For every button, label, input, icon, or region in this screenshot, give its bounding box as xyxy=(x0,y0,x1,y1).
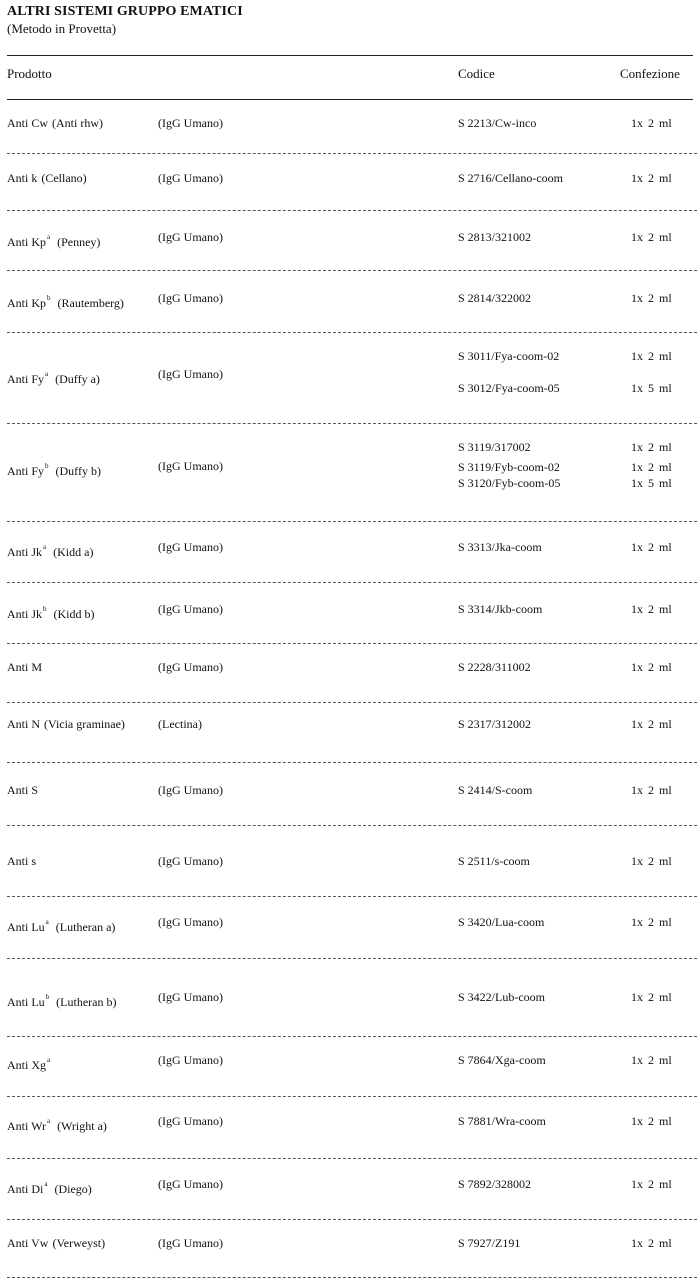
package-size: 1x 2 ml xyxy=(631,1236,672,1250)
table-row xyxy=(0,763,700,826)
product-name xyxy=(7,1114,107,1133)
product-code: S 2814/322002 xyxy=(458,291,532,305)
antigen-superscript: a xyxy=(45,918,49,926)
table-row xyxy=(0,522,700,583)
package-size: 1x 2 ml xyxy=(631,1114,672,1128)
page-subtitle: (Metodo in Provetta) xyxy=(7,21,117,36)
table-row xyxy=(0,583,700,644)
product-qualifier: (Anti rhw) xyxy=(52,116,104,130)
antibody-type: (IgG Umano) xyxy=(158,291,223,305)
product-base: Anti s xyxy=(7,854,37,868)
antibody-type: (IgG Umano) xyxy=(158,459,223,473)
product-code: S 2414/S-coom xyxy=(458,783,533,797)
product-name xyxy=(7,1236,105,1250)
antigen-superscript: a xyxy=(45,370,49,378)
antigen-superscript: a xyxy=(44,1180,48,1188)
product-qualifier: (Verweyst) xyxy=(52,1236,106,1250)
package-size: 1x 2 ml xyxy=(631,460,672,474)
antigen-superscript: a xyxy=(47,233,51,241)
product-name xyxy=(7,540,93,559)
product-base: Anti Fy xyxy=(7,372,45,386)
product-name xyxy=(7,1053,53,1072)
product-code: S 3422/Lub-coom xyxy=(458,990,545,1004)
product-base: Anti Jk xyxy=(7,607,43,621)
package-size: 1x 2 ml xyxy=(631,349,672,363)
product-name xyxy=(7,915,115,934)
product-code: S 2228/311002 xyxy=(458,660,531,674)
antigen-superscript: a xyxy=(46,1117,51,1125)
product-code: S 2716/Cellano-coom xyxy=(458,171,563,185)
package-size: 1x 2 ml xyxy=(631,1177,672,1191)
product-base: Anti Kp xyxy=(7,235,46,249)
package-size: 1x 2 ml xyxy=(631,116,672,130)
page-title: ALTRI SISTEMI GRUPPO EMATICI xyxy=(7,4,243,19)
antibody-type: (IgG Umano) xyxy=(158,1177,223,1191)
product-base: Anti Vw xyxy=(7,1236,49,1250)
package-size: 1x 2 ml xyxy=(631,230,672,244)
product-base: Anti Lu xyxy=(7,920,45,934)
antibody-type: (IgG Umano) xyxy=(158,783,223,797)
antibody-type: (IgG Umano) xyxy=(158,990,223,1004)
product-base: Anti Fy xyxy=(7,464,45,478)
antibody-type: (IgG Umano) xyxy=(158,1053,223,1067)
antibody-type: (IgG Umano) xyxy=(158,854,223,868)
antigen-superscript: b xyxy=(47,294,51,302)
product-base: Anti N xyxy=(7,717,40,731)
package-size: 1x 5 ml xyxy=(631,476,672,490)
package-size: 1x 2 ml xyxy=(631,602,672,616)
product-code: S 2813/321002 xyxy=(458,230,532,244)
product-name xyxy=(7,783,38,797)
table-row xyxy=(0,100,700,154)
product-base: Anti M xyxy=(7,660,43,674)
table-row xyxy=(0,154,700,211)
product-code: S 3012/Fya-coom-05 xyxy=(458,381,560,395)
product-name xyxy=(7,116,103,130)
product-name xyxy=(7,291,124,310)
product-code: S 3119/317002 xyxy=(458,440,531,454)
table-row xyxy=(0,703,700,763)
package-size: 1x 2 ml xyxy=(631,783,672,797)
table-row xyxy=(0,1220,700,1278)
product-base: Anti Di xyxy=(7,1182,44,1196)
table-row xyxy=(0,424,700,522)
product-base: Anti Wr xyxy=(7,1119,46,1133)
package-size: 1x 2 ml xyxy=(631,440,672,454)
product-name xyxy=(7,171,87,185)
product-qualifier: (Kidd b) xyxy=(53,607,95,621)
product-base: Anti Xg xyxy=(7,1058,46,1072)
product-code: S 3313/Jka-coom xyxy=(458,540,542,554)
antibody-type: (IgG Umano) xyxy=(158,660,223,674)
table-row xyxy=(0,1159,700,1220)
product-code: S 3420/Lua-coom xyxy=(458,915,545,929)
antibody-type: (IgG Umano) xyxy=(158,116,223,130)
package-size: 1x 5 ml xyxy=(631,381,672,395)
column-header-code: Codice xyxy=(458,66,495,81)
product-qualifier: (Duffy a) xyxy=(55,372,100,386)
product-name xyxy=(7,459,101,478)
antibody-type: (Lectina) xyxy=(158,717,202,731)
product-base: Anti S xyxy=(7,783,39,797)
product-name xyxy=(7,230,100,249)
antibody-type: (IgG Umano) xyxy=(158,1114,223,1128)
product-code: S 7864/Xga-coom xyxy=(458,1053,546,1067)
antigen-superscript: b xyxy=(45,993,50,1001)
product-code: S 2213/Cw-inco xyxy=(458,116,537,130)
product-code: S 2317/312002 xyxy=(458,717,532,731)
product-qualifier: (Vicia graminae) xyxy=(44,717,125,731)
package-size: 1x 2 ml xyxy=(631,990,672,1004)
product-qualifier: (Diego) xyxy=(54,1182,92,1196)
table-row xyxy=(0,271,700,333)
antigen-superscript: b xyxy=(45,462,49,470)
table-row xyxy=(0,644,700,703)
package-size: 1x 2 ml xyxy=(631,540,672,554)
antibody-type: (IgG Umano) xyxy=(158,602,223,616)
product-name xyxy=(7,660,42,674)
product-qualifier: (Rautemberg) xyxy=(57,296,124,310)
product-base: Anti Cw xyxy=(7,116,49,130)
product-name xyxy=(7,1177,92,1196)
product-qualifier: (Duffy b) xyxy=(55,464,101,478)
product-name xyxy=(7,367,100,386)
product-qualifier: (Kidd a) xyxy=(53,545,94,559)
product-code: S 3011/Fya-coom-02 xyxy=(458,349,560,363)
product-base: Anti Lu xyxy=(7,995,45,1009)
product-base: Anti Kp xyxy=(7,296,46,310)
row-divider xyxy=(7,1277,697,1278)
package-size: 1x 2 ml xyxy=(631,915,672,929)
package-size: 1x 2 ml xyxy=(631,717,672,731)
product-qualifier: (Lutheran a) xyxy=(55,920,116,934)
product-qualifier: (Penney) xyxy=(57,235,101,249)
table-row xyxy=(0,333,700,424)
product-code: S 3314/Jkb-coom xyxy=(458,602,543,616)
antibody-type: (IgG Umano) xyxy=(158,540,223,554)
antigen-superscript: a xyxy=(43,543,47,551)
antibody-type: (IgG Umano) xyxy=(158,1236,223,1250)
antibody-type: (IgG Umano) xyxy=(158,367,223,381)
table-row xyxy=(0,826,700,897)
product-code: S 7927/Z191 xyxy=(458,1236,521,1250)
product-code: S 7892/328002 xyxy=(458,1177,532,1191)
product-qualifier: (Wright a) xyxy=(57,1119,107,1133)
antibody-type: (IgG Umano) xyxy=(158,171,223,185)
antigen-superscript: b xyxy=(43,605,47,613)
product-base: Anti k xyxy=(7,171,38,185)
package-size: 1x 2 ml xyxy=(631,291,672,305)
package-size: 1x 2 ml xyxy=(631,171,672,185)
package-size: 1x 2 ml xyxy=(631,854,672,868)
antigen-superscript: a xyxy=(47,1056,51,1064)
product-code: S 3119/Fyb-coom-02 xyxy=(458,460,560,474)
product-code: S 3120/Fyb-coom-05 xyxy=(458,476,561,490)
table-row xyxy=(0,959,700,1037)
product-name xyxy=(7,854,36,868)
table-row xyxy=(0,897,700,959)
product-qualifier: (Lutheran b) xyxy=(56,995,117,1009)
product-qualifier: (Cellano) xyxy=(41,171,87,185)
product-name xyxy=(7,602,95,621)
package-size: 1x 2 ml xyxy=(631,1053,672,1067)
product-name xyxy=(7,990,116,1009)
antibody-type: (IgG Umano) xyxy=(158,915,223,929)
product-code: S 2511/s-coom xyxy=(458,854,530,868)
table-row xyxy=(0,211,700,271)
table-row xyxy=(0,1037,700,1097)
column-header-pack: Confezione xyxy=(620,66,680,81)
table-row xyxy=(0,1097,700,1159)
product-name xyxy=(7,717,125,731)
antibody-type: (IgG Umano) xyxy=(158,230,223,244)
product-base: Anti Jk xyxy=(7,545,43,559)
header-rule-top xyxy=(7,55,693,56)
product-code: S 7881/Wra-coom xyxy=(458,1114,546,1128)
column-header-product: Prodotto xyxy=(7,66,52,81)
package-size: 1x 2 ml xyxy=(631,660,672,674)
